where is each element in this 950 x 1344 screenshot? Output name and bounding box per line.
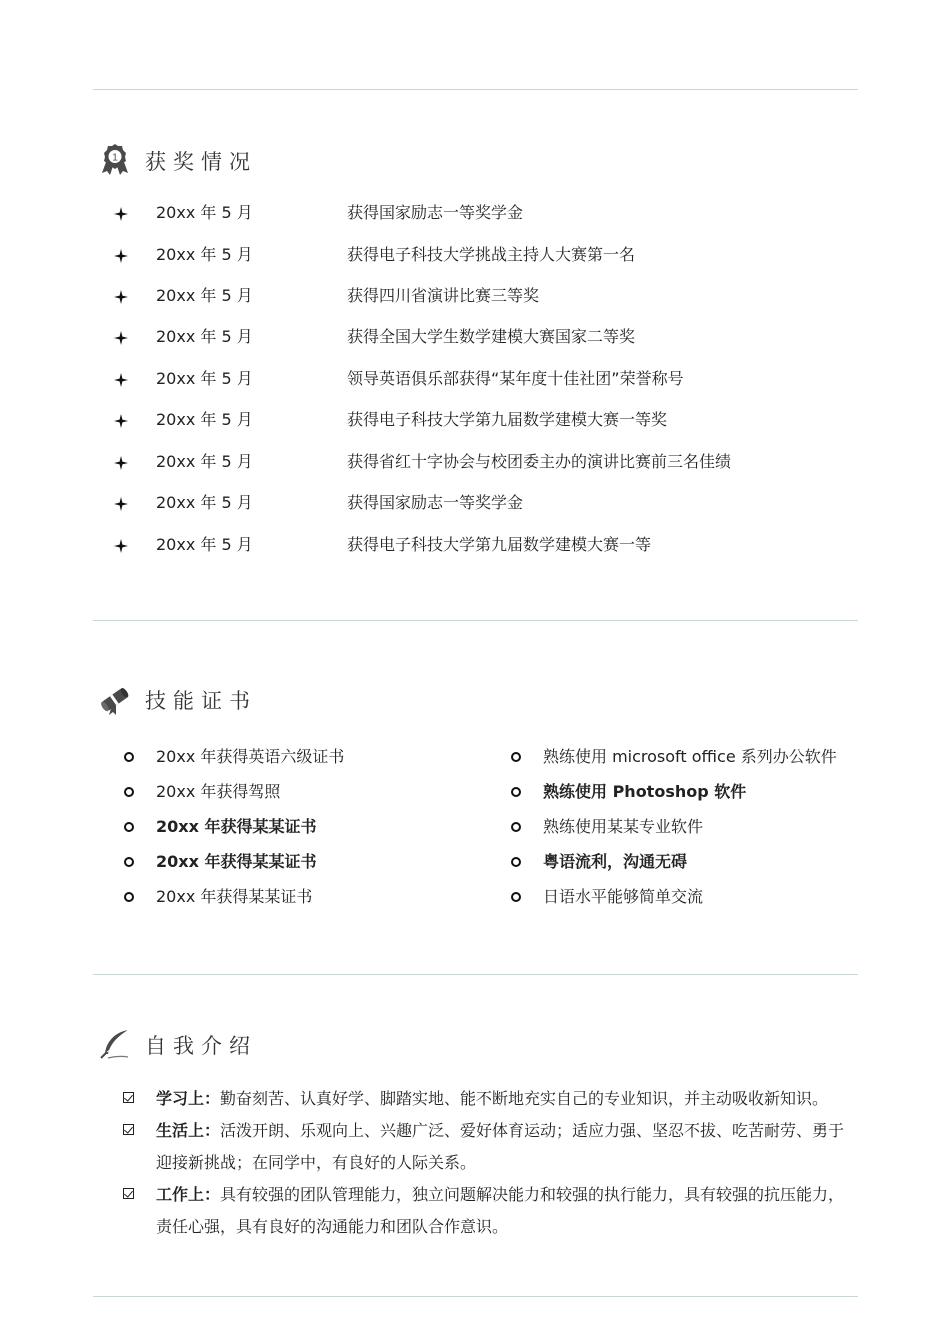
intro-item [123,1179,858,1243]
bullet-ring-icon [124,892,134,902]
skill-text: 20xx 年获得某某证书 [156,817,317,836]
divider-bottom [93,1296,858,1297]
award-description: 获得省红十字协会与校团委主办的演讲比赛前三名佳绩 [347,452,732,471]
award-description: 获得电子科技大学挑战主持人大赛第一名 [347,245,636,264]
divider-top [93,89,858,90]
intro-item [123,1115,858,1179]
intro-text: 勤奋刻苦、认真好学、脚踏实地、能不断地充实自己的专业知识，并主动吸收新知识。 [220,1089,829,1108]
award-row [0,198,950,228]
award-description: 获得全国大学生数学建模大赛国家二等奖 [347,327,636,346]
bullet-ring-icon [124,822,134,832]
skill-text: 20xx 年获得英语六级证书 [156,747,345,766]
award-row [0,488,950,518]
svg-text:1: 1 [112,152,118,164]
award-description: 获得电子科技大学第九届数学建模大赛一等奖 [347,410,668,429]
intro-label: 生活上： [156,1121,221,1140]
award-date: 20xx 年 5 月 [156,452,253,471]
four-point-star-icon [114,497,128,511]
award-date: 20xx 年 5 月 [156,286,253,305]
award-date: 20xx 年 5 月 [156,493,253,512]
four-point-star-icon [114,373,128,387]
award-date: 20xx 年 5 月 [156,245,253,264]
checkbox-checked-icon [123,1188,134,1199]
award-date: 20xx 年 5 月 [156,535,253,554]
four-point-star-icon [114,414,128,428]
skill-text: 熟练使用 Photoshop 软件 [543,782,747,801]
bullet-ring-icon [511,892,521,902]
award-row [0,240,950,270]
four-point-star-icon [114,249,128,263]
intro-label: 学习上： [156,1089,221,1108]
intro-content [156,1115,858,1179]
skill-text: 20xx 年获得驾照 [156,782,281,801]
bullet-ring-icon [124,752,134,762]
award-row [0,322,950,352]
skills-title: 技能证书 [145,689,257,713]
award-description: 获得国家励志一等奖学金 [347,493,524,512]
checkbox-checked-icon [123,1092,134,1103]
award-description: 获得电子科技大学第九届数学建模大赛一等 [347,535,652,554]
bullet-ring-icon [124,857,134,867]
award-description: 获得四川省演讲比赛三等奖 [347,286,540,305]
skill-text: 日语水平能够简单交流 [543,887,704,906]
bullet-ring-icon [511,787,521,797]
skill-text: 20xx 年获得某某证书 [156,852,317,871]
skill-text: 粤语流利，沟通无碍 [543,852,688,871]
skill-text: 20xx 年获得某某证书 [156,887,313,906]
award-date: 20xx 年 5 月 [156,410,253,429]
feather-pen-icon [98,1027,132,1061]
award-row [0,447,950,477]
intro-content [156,1179,858,1243]
intro-content [156,1083,858,1115]
divider-after-awards [93,620,858,621]
bullet-ring-icon [511,752,521,762]
award-row [0,405,950,435]
four-point-star-icon [114,207,128,221]
four-point-star-icon [114,290,128,304]
bullet-ring-icon [124,787,134,797]
intro-text: 具有较强的团队管理能力，独立问题解决能力和较强的执行能力，具有较强的抗压能力，责任心强，具有良好的沟通能力和团队合作意识。 [156,1185,845,1236]
bullet-ring-icon [511,857,521,867]
intro-text: 活泼开朗、乐观向上、兴趣广泛、爱好体育运动；适应力强、坚忍不拔、吃苦耐劳、勇于迎接新挑战；在同学中，有良好的人际关系。 [156,1121,845,1172]
award-row [0,281,950,311]
diploma-scroll-icon [98,683,132,717]
award-ribbon-icon [98,142,132,176]
four-point-star-icon [114,456,128,470]
award-date: 20xx 年 5 月 [156,369,253,388]
bullet-ring-icon [511,822,521,832]
skill-text: 熟练使用 microsoft office 系列办公软件 [543,747,837,766]
award-row [0,530,950,560]
intro-item [123,1083,858,1115]
awards-title: 获奖情况 [145,150,257,174]
award-date: 20xx 年 5 月 [156,203,253,222]
divider-after-skills [93,974,858,975]
award-row [0,364,950,394]
skill-text: 熟练使用某某专业软件 [543,817,704,836]
award-description: 领导英语俱乐部获得“某年度十佳社团”荣誉称号 [347,369,684,388]
four-point-star-icon [114,331,128,345]
four-point-star-icon [114,539,128,553]
award-date: 20xx 年 5 月 [156,327,253,346]
intro-label: 工作上： [156,1185,221,1204]
award-description: 获得国家励志一等奖学金 [347,203,524,222]
checkbox-checked-icon [123,1124,134,1135]
intro-title: 自我介绍 [145,1034,257,1058]
